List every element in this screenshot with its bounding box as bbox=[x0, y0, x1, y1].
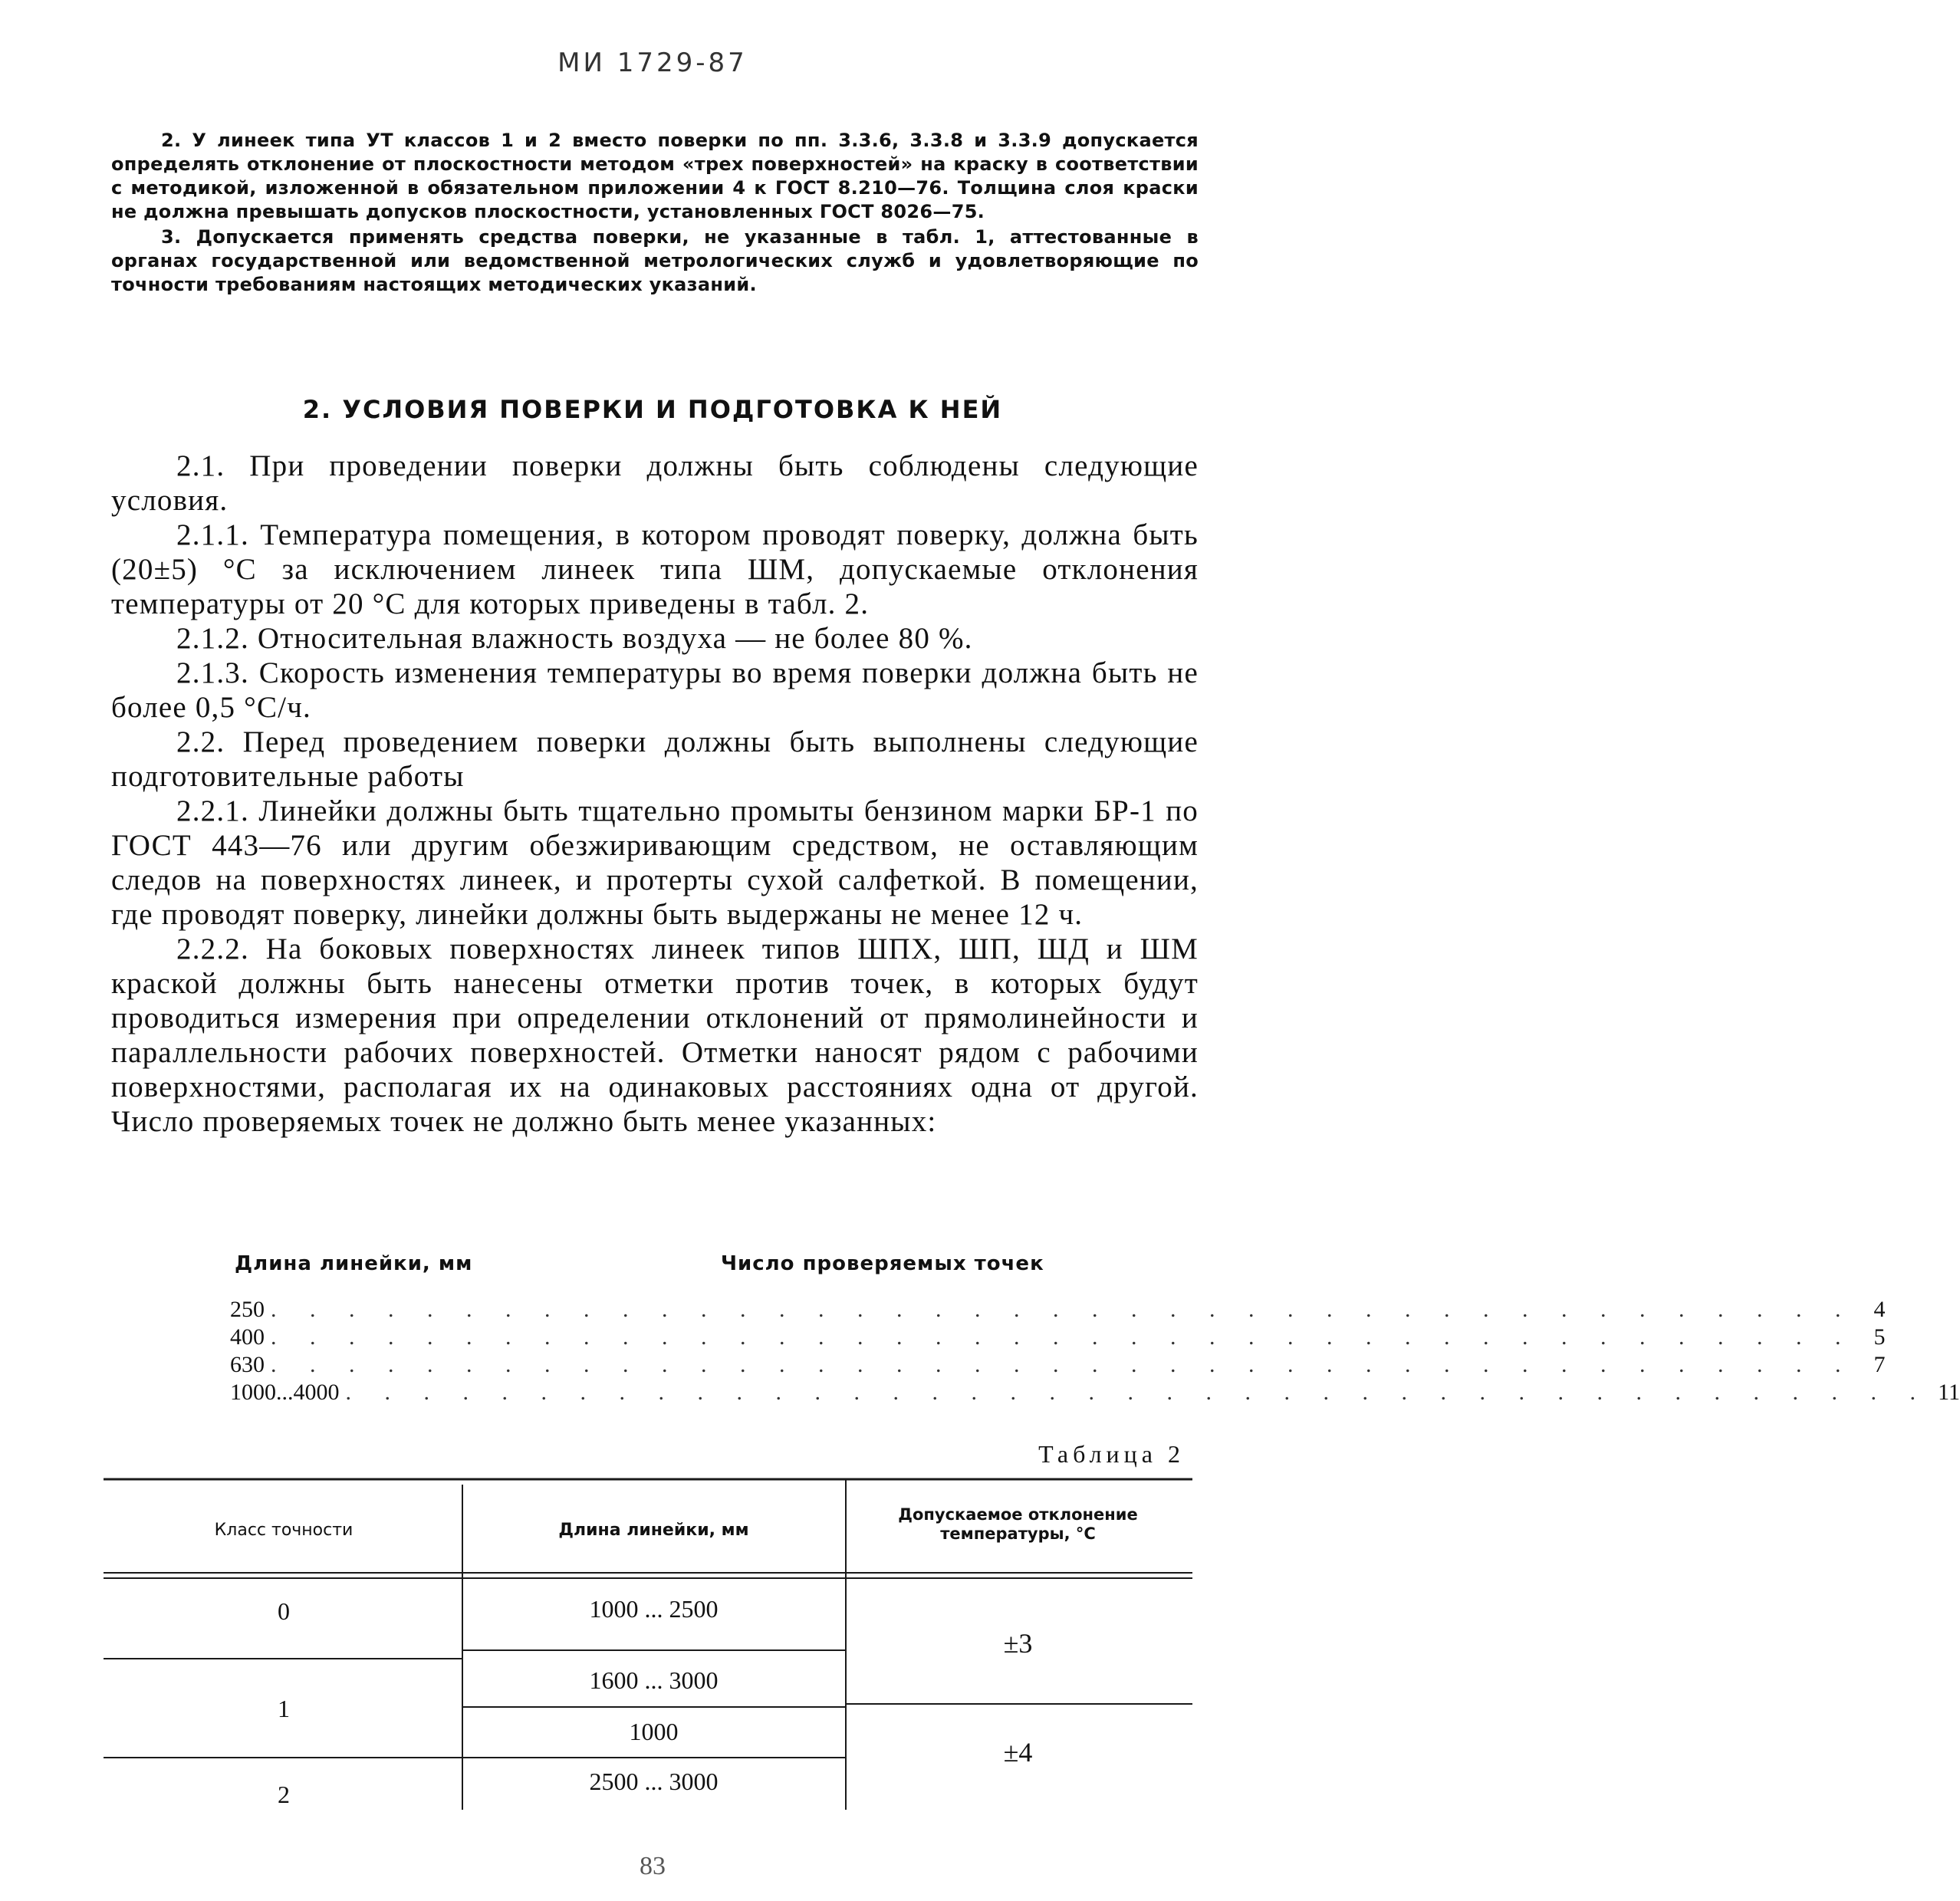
points-row-length: 250 bbox=[230, 1297, 265, 1322]
note-3: 3. Допускается применять средства поверки, не указанные в табл. 1, аттестованные в органах государственной или ведомственной метрологических служб и удовлетворяющие по точности требованиям настоящих методических указаний. bbox=[111, 226, 1199, 295]
points-row-length: 400 bbox=[230, 1324, 265, 1350]
points-count-header: Число проверяемых точек bbox=[721, 1252, 1044, 1275]
paragraph-2-1-3: 2.1.3. Скорость изменения температуры во время поверки должна быть не более 0,5 °С/ч. bbox=[111, 656, 1199, 724]
points-row-count: 5 bbox=[1873, 1324, 1886, 1350]
points-length-header: Длина линейки, мм bbox=[235, 1252, 473, 1275]
table-cell-class: 2 bbox=[278, 1781, 290, 1808]
leader-dots: . . . . . . . . . . . . . . . . . . . . . . . . . . . . . . . . . . . . . . . . . bbox=[271, 1352, 1855, 1377]
leader-dots: . . . . . . . . . . . . . . . . . . . . . . . . . . . . . . . . . . . . . . . . . bbox=[271, 1324, 1855, 1350]
note-2: 2. У линеек типа УТ классов 1 и 2 вместо поверки по пп. 3.3.6, 3.3.8 и 3.3.9 допускается определять отклонение от плоскостности методом «трех поверхностей» на краску в соответствии с методикой, изложенной в обязательном приложении 4 к ГОСТ 8.210—76. Толщина слоя краски не должна превышать допусков плоскостности, установленных ГОСТ 8026—75. bbox=[111, 130, 1199, 222]
table-2-header-deviation: Допускаемое отклонение температуры, °С bbox=[898, 1505, 1138, 1543]
table-cell-class: 1 bbox=[278, 1695, 290, 1722]
table-2-header-length: Длина линейки, мм bbox=[558, 1521, 749, 1540]
paragraph-2-1-2: 2.1.2. Относительная влажность воздуха — не более 80 %. bbox=[176, 622, 973, 655]
document-code-header: МИ 1729-87 bbox=[557, 48, 748, 78]
table-2-caption: Таблица 2 bbox=[1038, 1440, 1185, 1468]
paragraph-2-2-1: 2.2.1. Линейки должны быть тщательно промыты бензином марки БР-1 по ГОСТ 443—76 или другим обезжиривающим средством, не оставляющим следов на поверхностях линеек, и протерты сухой салфеткой. В помещении, где проводят поверку, линейки должны быть выдержаны не менее 12 ч. bbox=[111, 794, 1199, 931]
points-row-count: 11 bbox=[1938, 1380, 1960, 1405]
table-2-header-class: Класс точности bbox=[214, 1521, 354, 1540]
points-row-length: 1000...4000 bbox=[230, 1380, 340, 1405]
table-cell-class: 0 bbox=[278, 1597, 290, 1625]
page-number: 83 bbox=[640, 1852, 666, 1880]
leader-dots: . . . . . . . . . . . . . . . . . . . . . . . . . . . . . . . . . . . . . . . . . bbox=[271, 1297, 1855, 1322]
paragraph-2-1: 2.1. При проведении поверки должны быть соблюдены следующие условия. bbox=[111, 449, 1199, 517]
table-cell-deviation: ±3 bbox=[1003, 1628, 1033, 1659]
paragraph-2-1-1: 2.1.1. Температура помещения, в котором проводят поверку, должна быть (20±5) °С за исключением линеек типа ШМ, допускаемые отклонения температуры от 20 °С для которых приведены в табл. 2. bbox=[111, 518, 1199, 620]
points-row-length: 630 bbox=[230, 1352, 265, 1377]
paragraph-2-2: 2.2. Перед проведением поверки должны быть выполнены следующие подготовительные работы bbox=[111, 725, 1199, 793]
points-row-count: 4 bbox=[1873, 1297, 1886, 1322]
table-cell-length: 1000 bbox=[629, 1718, 679, 1745]
points-row-count: 7 bbox=[1873, 1352, 1886, 1377]
leader-dots: . . . . . . . . . . . . . . . . . . . . . . . . . . . . . . . . . . . . . . . . . bbox=[345, 1380, 1929, 1405]
table-cell-deviation: ±4 bbox=[1003, 1737, 1033, 1768]
paragraph-2-2-2: 2.2.2. На боковых поверхностях линеек типов ШПХ, ШП, ШД и ШМ краской должны быть нанесены отметки против точек, в которых будут проводиться измерения при определении отклонений от прямолинейности и параллельности рабочих поверхностей. Отметки наносят рядом с рабочими поверхностями, располагая их на одинаковых расстояниях одна от другой. Число проверяемых точек не должно быть менее указанных: bbox=[111, 932, 1199, 1138]
section-heading: 2. УСЛОВИЯ ПОВЕРКИ И ПОДГОТОВКА К НЕЙ bbox=[302, 395, 1003, 424]
table-cell-length: 1600 ... 3000 bbox=[589, 1666, 719, 1694]
table-cell-length: 2500 ... 3000 bbox=[589, 1768, 719, 1795]
table-cell-length: 1000 ... 2500 bbox=[589, 1595, 719, 1623]
